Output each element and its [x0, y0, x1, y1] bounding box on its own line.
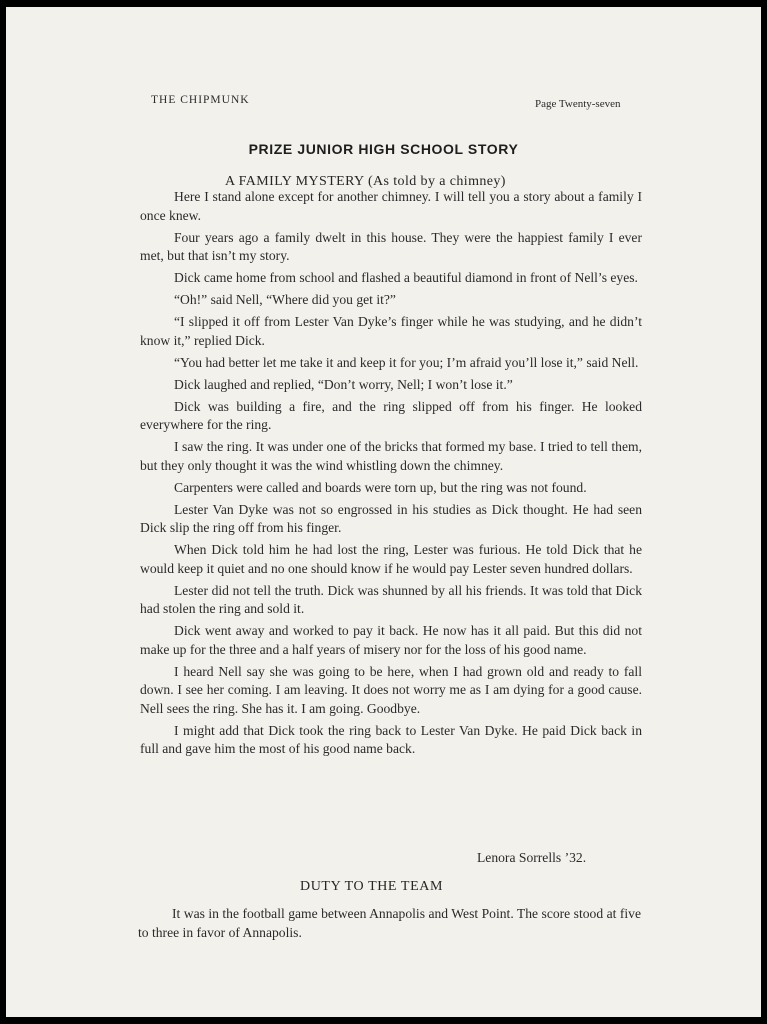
story-author: Lenora Sorrells ’32.: [477, 850, 587, 865]
story-paragraph: I heard Nell say she was going to be here, when I had grown old and ready to fall down. I see her coming. I am leaving. It does not worry me as I am dying for a good cause. Nell sees the ring. She has it. I am going. Goodbye.: [140, 663, 642, 716]
story-paragraph: Lester did not tell the truth. Dick was shunned by all his friends. It was told that Dick had stolen the ring and sold it.: [140, 582, 642, 616]
story-paragraph: Dick came home from school and flashed a beautiful diamond in front of Nell’s eyes.: [174, 270, 638, 285]
page-heading: PRIZE JUNIOR HIGH SCHOOL STORY: [248, 141, 519, 157]
story-paragraph: “I slipped it off from Lester Van Dyke’s finger while he was studying, and he didn’t know it,” replied Dick.: [140, 314, 642, 348]
story-paragraph: “You had better let me take it and keep it for you; I’m afraid you’ll lose it,” said Nell.: [174, 354, 639, 370]
story-paragraph: When Dick told him he had lost the ring, Lester was furious. He told Dick that he would keep it quiet and no one should know if he would pay Lester seven hundred dollars.: [140, 542, 642, 576]
story-paragraph: I might add that Dick took the ring back to Lester Van Dyke. He paid Dick back in full and gave him the most of his good name back.: [140, 722, 642, 756]
story-paragraph: Dick went away and worked to pay it back. He now has it all paid. But this did not make up for the three and a half years of misery nor for the loss of his good name.: [140, 623, 642, 657]
story-paragraph: Lester Van Dyke was not so engrossed in his studies as Dick thought. He had seen Dick slip the ring off from his finger.: [140, 501, 642, 535]
story-paragraph: I saw the ring. It was under one of the bricks that formed my base. I tried to tell them, but they only thought it was the wind whistling down the chimney.: [140, 439, 642, 473]
story-paragraph: Carpenters were called and boards were torn up, but the ring was not found.: [174, 479, 587, 495]
story-body: [140, 188, 642, 762]
section-body: [138, 905, 641, 942]
section-title: DUTY TO THE TEAM: [300, 879, 443, 894]
page-number: Page Twenty-seven: [535, 98, 621, 110]
story-title: A FAMILY MYSTERY (As told by a chimney): [225, 174, 506, 189]
story-paragraph: Four years ago a family dwelt in this house. They were the happiest family I ever met, but that isn’t my story.: [140, 229, 642, 263]
section-paragraph: It was in the football game between Annapolis and West Point. The score stood at five to three in favor of Annapolis.: [138, 906, 641, 940]
story-paragraph: Dick was building a fire, and the ring slipped off from his finger. He looked everywhere for the ring.: [140, 398, 642, 432]
story-paragraph: “Oh!” said Nell, “Where did you get it?”: [174, 292, 396, 307]
publication-title: THE CHIPMUNK: [151, 94, 250, 106]
story-paragraph: Dick laughed and replied, “Don’t worry, Nell; I won’t lose it.”: [174, 376, 513, 392]
story-paragraph: Here I stand alone except for another chimney. I will tell you a story about a family I once knew.: [140, 189, 642, 223]
